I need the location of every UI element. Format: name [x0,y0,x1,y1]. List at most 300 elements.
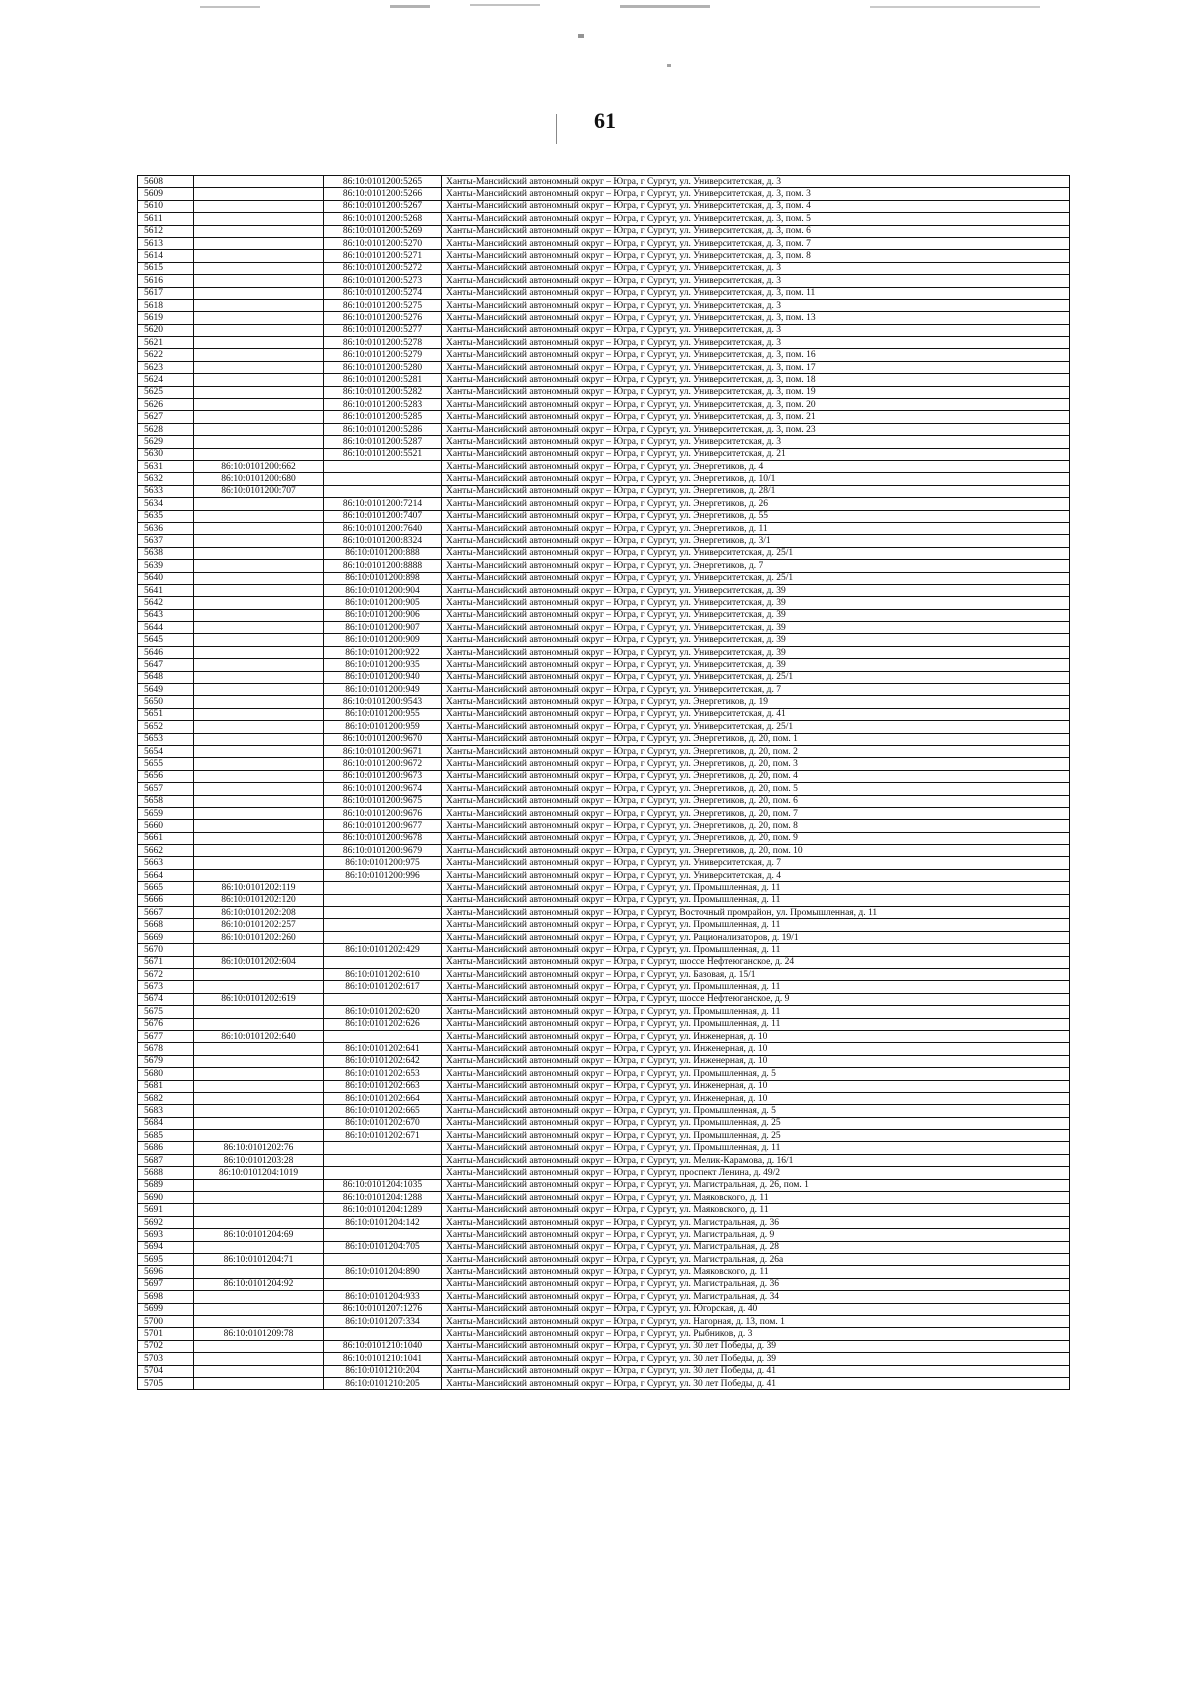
row-number: 5698 [138,1291,194,1303]
address: Ханты-Мансийский автономный округ – Югра, г Сургут, ул. Промышленная, д. 11 [442,981,1070,993]
land-cadastral-number: 86:10:0101202:604 [194,956,324,968]
table-row [138,1377,1070,1389]
building-cadastral-number [324,1167,442,1179]
building-cadastral-number: 86:10:0101202:671 [324,1130,442,1142]
land-cadastral-number [194,1266,324,1278]
land-cadastral-number [194,572,324,584]
building-cadastral-number: 86:10:0101200:5280 [324,361,442,373]
row-number: 5697 [138,1278,194,1290]
land-cadastral-number [194,299,324,311]
table-row [138,411,1070,423]
land-cadastral-number [194,1365,324,1377]
address: Ханты-Мансийский автономный округ – Югра, г Сургут, ул. Промышленная, д. 11 [442,1006,1070,1018]
address: Ханты-Мансийский автономный округ – Югра, г Сургут, ул. Энергетиков, д. 20, пом. 10 [442,845,1070,857]
table-row [138,299,1070,311]
address: Ханты-Мансийский автономный округ – Югра, г Сургут, ул. Университетская, д. 3, пом. 13 [442,312,1070,324]
table-row [138,1117,1070,1129]
address: Ханты-Мансийский автономный округ – Югра, г Сургут, ул. Энергетиков, д. 20, пом. 5 [442,783,1070,795]
row-number: 5644 [138,622,194,634]
land-cadastral-number: 86:10:0101204:1019 [194,1167,324,1179]
address: Ханты-Мансийский автономный округ – Югра, г Сургут, ул. Магистральная, д. 36 [442,1216,1070,1228]
land-cadastral-number [194,1291,324,1303]
table-row [138,250,1070,262]
address: Ханты-Мансийский автономный округ – Югра, г Сургут, ул. Университетская, д. 39 [442,634,1070,646]
land-cadastral-number [194,349,324,361]
row-number: 5693 [138,1229,194,1241]
address: Ханты-Мансийский автономный округ – Югра, г Сургут, ул. Югорская, д. 40 [442,1303,1070,1315]
table-row [138,981,1070,993]
table-row [138,820,1070,832]
land-cadastral-number [194,1068,324,1080]
address: Ханты-Мансийский автономный округ – Югра, г Сургут, ул. Инженерная, д. 10 [442,1080,1070,1092]
building-cadastral-number: 86:10:0101200:5283 [324,399,442,411]
row-number: 5652 [138,721,194,733]
land-cadastral-number [194,708,324,720]
row-number: 5680 [138,1068,194,1080]
address: Ханты-Мансийский автономный округ – Югра, г Сургут, ул. Энергетиков, д. 26 [442,498,1070,510]
row-number: 5649 [138,684,194,696]
table-row [138,1192,1070,1204]
row-number: 5686 [138,1142,194,1154]
table-row [138,869,1070,881]
table-row [138,845,1070,857]
scan-speck [870,6,1040,8]
land-cadastral-number [194,1241,324,1253]
row-number: 5695 [138,1253,194,1265]
table-row [138,1253,1070,1265]
address: Ханты-Мансийский автономный округ – Югра, г Сургут, ул. Энергетиков, д. 20, пом. 3 [442,758,1070,770]
land-cadastral-number: 86:10:0101204:92 [194,1278,324,1290]
address: Ханты-Мансийский автономный округ – Югра, г Сургут, ул. 30 лет Победы, д. 39 [442,1353,1070,1365]
land-cadastral-number [194,176,324,188]
land-cadastral-number [194,597,324,609]
building-cadastral-number [324,1328,442,1340]
table-row [138,671,1070,683]
building-cadastral-number: 86:10:0101200:7407 [324,510,442,522]
building-cadastral-number: 86:10:0101200:904 [324,584,442,596]
land-cadastral-number [194,510,324,522]
land-cadastral-number [194,324,324,336]
building-cadastral-number: 86:10:0101200:5276 [324,312,442,324]
land-cadastral-number [194,1179,324,1191]
row-number: 5689 [138,1179,194,1191]
address: Ханты-Мансийский автономный округ – Югра, г Сургут, ул. Университетская, д. 3, пом. 4 [442,200,1070,212]
building-cadastral-number: 86:10:0101204:705 [324,1241,442,1253]
address: Ханты-Мансийский автономный округ – Югра, г Сургут, ул. Университетская, д. 25/1 [442,572,1070,584]
land-cadastral-number [194,1377,324,1389]
address: Ханты-Мансийский автономный округ – Югра, г Сургут, ул. Маяковского, д. 11 [442,1204,1070,1216]
table-row [138,1278,1070,1290]
address: Ханты-Мансийский автономный округ – Югра, г Сургут, ул. Промышленная, д. 25 [442,1130,1070,1142]
table-body [138,176,1070,1390]
building-cadastral-number: 86:10:0101200:9670 [324,733,442,745]
table-row [138,1328,1070,1340]
address: Ханты-Мансийский автономный округ – Югра, г Сургут, ул. Энергетиков, д. 20, пом. 6 [442,795,1070,807]
building-cadastral-number [324,882,442,894]
row-number: 5692 [138,1216,194,1228]
building-cadastral-number: 86:10:0101202:617 [324,981,442,993]
table-row [138,1216,1070,1228]
building-cadastral-number [324,1142,442,1154]
building-cadastral-number: 86:10:0101207:334 [324,1315,442,1327]
address: Ханты-Мансийский автономный округ – Югра, г Сургут, ул. Университетская, д. 3 [442,299,1070,311]
building-cadastral-number: 86:10:0101202:664 [324,1092,442,1104]
row-number: 5661 [138,832,194,844]
table-row [138,696,1070,708]
address: Ханты-Мансийский автономный округ – Югра, г Сургут, ул. Промышленная, д. 25 [442,1117,1070,1129]
address: Ханты-Мансийский автономный округ – Югра, г Сургут, ул. Университетская, д. 39 [442,609,1070,621]
land-cadastral-number [194,869,324,881]
table-row [138,213,1070,225]
row-number: 5654 [138,745,194,757]
row-number: 5645 [138,634,194,646]
land-cadastral-number [194,684,324,696]
table-row [138,1154,1070,1166]
land-cadastral-number [194,820,324,832]
table-row [138,374,1070,386]
building-cadastral-number: 86:10:0101200:9678 [324,832,442,844]
land-cadastral-number [194,535,324,547]
building-cadastral-number: 86:10:0101200:9672 [324,758,442,770]
row-number: 5681 [138,1080,194,1092]
table-row [138,1204,1070,1216]
table-row [138,1092,1070,1104]
land-cadastral-number [194,337,324,349]
land-cadastral-number [194,312,324,324]
land-cadastral-number [194,275,324,287]
address: Ханты-Мансийский автономный округ – Югра, г Сургут, ул. Энергетиков, д. 20, пом. 2 [442,745,1070,757]
table-row [138,758,1070,770]
address: Ханты-Мансийский автономный округ – Югра, г Сургут, ул. Университетская, д. 39 [442,597,1070,609]
address: Ханты-Мансийский автономный округ – Югра, г Сургут, ул. Магистральная, д. 26, пом. 1 [442,1179,1070,1191]
building-cadastral-number: 86:10:0101204:1035 [324,1179,442,1191]
row-number: 5685 [138,1130,194,1142]
building-cadastral-number: 86:10:0101200:9674 [324,783,442,795]
land-cadastral-number [194,560,324,572]
building-cadastral-number: 86:10:0101204:1288 [324,1192,442,1204]
building-cadastral-number: 86:10:0101200:9679 [324,845,442,857]
building-cadastral-number: 86:10:0101200:9671 [324,745,442,757]
table-row [138,200,1070,212]
table-row [138,622,1070,634]
table-row [138,1340,1070,1352]
table-row [138,733,1070,745]
table-row [138,498,1070,510]
table-row [138,324,1070,336]
building-cadastral-number: 86:10:0101200:5278 [324,337,442,349]
table-row [138,547,1070,559]
address: Ханты-Мансийский автономный округ – Югра, г Сургут, ул. Магистральная, д. 34 [442,1291,1070,1303]
building-cadastral-number [324,894,442,906]
building-cadastral-number: 86:10:0101200:959 [324,721,442,733]
address: Ханты-Мансийский автономный округ – Югра, г Сургут, ул. Университетская, д. 3, пом. 3 [442,188,1070,200]
table-row [138,386,1070,398]
row-number: 5673 [138,981,194,993]
land-cadastral-number [194,423,324,435]
row-number: 5646 [138,646,194,658]
address: Ханты-Мансийский автономный округ – Югра, г Сургут, ул. Маяковского, д. 11 [442,1192,1070,1204]
page-number: 61 [594,108,616,133]
table-row [138,721,1070,733]
building-cadastral-number: 86:10:0101210:205 [324,1377,442,1389]
land-cadastral-number [194,1353,324,1365]
address: Ханты-Мансийский автономный округ – Югра, г Сургут, ул. Университетская, д. 3, пом. 17 [442,361,1070,373]
land-cadastral-number: 86:10:0101203:28 [194,1154,324,1166]
building-cadastral-number [324,1030,442,1042]
land-cadastral-number [194,646,324,658]
row-number: 5631 [138,460,194,472]
address: Ханты-Мансийский автономный округ – Югра, г Сургут, ул. Промышленная, д. 11 [442,1142,1070,1154]
land-cadastral-number [194,845,324,857]
row-number: 5640 [138,572,194,584]
address: Ханты-Мансийский автономный округ – Югра, г Сургут, ул. Рыбников, д. 3 [442,1328,1070,1340]
row-number: 5704 [138,1365,194,1377]
table-row [138,1142,1070,1154]
land-cadastral-number [194,213,324,225]
building-cadastral-number: 86:10:0101200:5271 [324,250,442,262]
land-cadastral-number [194,1105,324,1117]
address: Ханты-Мансийский автономный округ – Югра, г Сургут, ул. Маяковского, д. 11 [442,1266,1070,1278]
land-cadastral-number [194,634,324,646]
building-cadastral-number: 86:10:0101210:204 [324,1365,442,1377]
row-number: 5664 [138,869,194,881]
row-number: 5625 [138,386,194,398]
land-cadastral-number [194,448,324,460]
row-number: 5703 [138,1353,194,1365]
table-row [138,473,1070,485]
building-cadastral-number [324,956,442,968]
building-cadastral-number [324,1154,442,1166]
table-row [138,1291,1070,1303]
address: Ханты-Мансийский автономный округ – Югра, г Сургут, ул. Инженерная, д. 10 [442,1030,1070,1042]
row-number: 5608 [138,176,194,188]
table-row [138,1353,1070,1365]
row-number: 5624 [138,374,194,386]
table-row [138,188,1070,200]
table-row [138,1303,1070,1315]
row-number: 5690 [138,1192,194,1204]
address: Ханты-Мансийский автономный округ – Югра, г Сургут, ул. Промышленная, д. 5 [442,1068,1070,1080]
row-number: 5635 [138,510,194,522]
address: Ханты-Мансийский автономный округ – Югра, г Сургут, ул. Энергетиков, д. 7 [442,560,1070,572]
address: Ханты-Мансийский автономный округ – Югра, г Сургут, ул. Промышленная, д. 11 [442,944,1070,956]
table-row [138,436,1070,448]
table-row [138,337,1070,349]
address: Ханты-Мансийский автономный округ – Югра, г Сургут, ул. Университетская, д. 3, пом. 6 [442,225,1070,237]
scan-speck [200,6,260,8]
table-row [138,609,1070,621]
table-row [138,535,1070,547]
land-cadastral-number [194,188,324,200]
table-row [138,745,1070,757]
address: Ханты-Мансийский автономный округ – Югра, г Сургут, ул. Университетская, д. 3, пом. 8 [442,250,1070,262]
row-number: 5636 [138,522,194,534]
land-cadastral-number [194,696,324,708]
building-cadastral-number: 86:10:0101200:8888 [324,560,442,572]
table-row [138,684,1070,696]
building-cadastral-number [324,993,442,1005]
building-cadastral-number: 86:10:0101200:898 [324,572,442,584]
row-number: 5632 [138,473,194,485]
address: Ханты-Мансийский автономный округ – Югра, г Сургут, ул. Университетская, д. 39 [442,584,1070,596]
row-number: 5638 [138,547,194,559]
row-number: 5682 [138,1092,194,1104]
land-cadastral-number [194,770,324,782]
row-number: 5657 [138,783,194,795]
address: Ханты-Мансийский автономный округ – Югра, г Сургут, ул. Университетская, д. 4 [442,869,1070,881]
land-cadastral-number: 86:10:0101202:120 [194,894,324,906]
address: Ханты-Мансийский автономный округ – Югра, г Сургут, ул. Магистральная, д. 36 [442,1278,1070,1290]
address: Ханты-Мансийский автономный округ – Югра, г Сургут, ул. Университетская, д. 3, пом. 19 [442,386,1070,398]
row-number: 5669 [138,931,194,943]
building-cadastral-number: 86:10:0101200:5285 [324,411,442,423]
table-row [138,1315,1070,1327]
row-number: 5677 [138,1030,194,1042]
row-number: 5671 [138,956,194,968]
address: Ханты-Мансийский автономный округ – Югра, г Сургут, ул. Университетская, д. 3, пом. 21 [442,411,1070,423]
building-cadastral-number: 86:10:0101200:5279 [324,349,442,361]
row-number: 5622 [138,349,194,361]
row-number: 5699 [138,1303,194,1315]
building-cadastral-number: 86:10:0101200:5275 [324,299,442,311]
address: Ханты-Мансийский автономный округ – Югра, г Сургут, ул. Инженерная, д. 10 [442,1092,1070,1104]
land-cadastral-number [194,1043,324,1055]
building-cadastral-number [324,931,442,943]
building-cadastral-number: 86:10:0101200:5265 [324,176,442,188]
table-row [138,312,1070,324]
table-row [138,522,1070,534]
building-cadastral-number: 86:10:0101200:5282 [324,386,442,398]
building-cadastral-number: 86:10:0101200:5268 [324,213,442,225]
address: Ханты-Мансийский автономный округ – Югра, г Сургут, ул. Энергетиков, д. 20, пом. 8 [442,820,1070,832]
building-cadastral-number: 86:10:0101200:9543 [324,696,442,708]
building-cadastral-number: 86:10:0101202:642 [324,1055,442,1067]
row-number: 5650 [138,696,194,708]
land-cadastral-number [194,745,324,757]
table-row [138,1030,1070,1042]
table-row [138,795,1070,807]
land-cadastral-number [194,1340,324,1352]
building-cadastral-number: 86:10:0101200:5270 [324,237,442,249]
row-number: 5687 [138,1154,194,1166]
table-row [138,1266,1070,1278]
building-cadastral-number: 86:10:0101202:620 [324,1006,442,1018]
row-number: 5705 [138,1377,194,1389]
table-row [138,659,1070,671]
row-number: 5628 [138,423,194,435]
address: Ханты-Мансийский автономный округ – Югра, г Сургут, ул. Промышленная, д. 11 [442,919,1070,931]
land-cadastral-number [194,1006,324,1018]
land-cadastral-number [194,1117,324,1129]
row-number: 5701 [138,1328,194,1340]
row-number: 5630 [138,448,194,460]
row-number: 5611 [138,213,194,225]
address: Ханты-Мансийский автономный округ – Югра, г Сургут, Восточный промрайон, ул. Промышленная, д. 11 [442,907,1070,919]
table-row [138,448,1070,460]
land-cadastral-number [194,758,324,770]
building-cadastral-number: 86:10:0101200:940 [324,671,442,683]
land-cadastral-number [194,609,324,621]
row-number: 5609 [138,188,194,200]
address: Ханты-Мансийский автономный округ – Югра, г Сургут, ул. Базовая, д. 15/1 [442,969,1070,981]
table-row [138,510,1070,522]
address: Ханты-Мансийский автономный округ – Югра, г Сургут, ул. Энергетиков, д. 20, пом. 7 [442,807,1070,819]
address: Ханты-Мансийский автономный округ – Югра, г Сургут, ул. Университетская, д. 3, пом. 7 [442,237,1070,249]
land-cadastral-number: 86:10:0101209:78 [194,1328,324,1340]
row-number: 5653 [138,733,194,745]
building-cadastral-number: 86:10:0101207:1276 [324,1303,442,1315]
building-cadastral-number [324,907,442,919]
land-cadastral-number [194,622,324,634]
land-cadastral-number [194,1303,324,1315]
row-number: 5615 [138,262,194,274]
address: Ханты-Мансийский автономный округ – Югра, г Сургут, проспект Ленина, д. 49/2 [442,1167,1070,1179]
table-row [138,993,1070,1005]
row-number: 5634 [138,498,194,510]
table-row [138,634,1070,646]
building-cadastral-number: 86:10:0101200:7214 [324,498,442,510]
row-number: 5629 [138,436,194,448]
table-row [138,1365,1070,1377]
table-row [138,944,1070,956]
row-number: 5651 [138,708,194,720]
address: Ханты-Мансийский автономный округ – Югра, г Сургут, ул. Университетская, д. 7 [442,857,1070,869]
table-row [138,361,1070,373]
row-number: 5626 [138,399,194,411]
address: Ханты-Мансийский автономный округ – Югра, г Сургут, ул. Промышленная, д. 11 [442,1018,1070,1030]
building-cadastral-number: 86:10:0101200:5266 [324,188,442,200]
row-number: 5659 [138,807,194,819]
table-row [138,1167,1070,1179]
row-number: 5656 [138,770,194,782]
address: Ханты-Мансийский автономный округ – Югра, г Сургут, ул. Университетская, д. 3, пом. 20 [442,399,1070,411]
address: Ханты-Мансийский автономный округ – Югра, г Сургут, ул. Инженерная, д. 10 [442,1055,1070,1067]
row-number: 5633 [138,485,194,497]
row-number: 5612 [138,225,194,237]
row-number: 5678 [138,1043,194,1055]
address: Ханты-Мансийский автономный округ – Югра, г Сургут, ул. Энергетиков, д. 10/1 [442,473,1070,485]
land-cadastral-number [194,262,324,274]
land-cadastral-number [194,981,324,993]
building-cadastral-number: 86:10:0101200:975 [324,857,442,869]
address: Ханты-Мансийский автономный округ – Югра, г Сургут, ул. Энергетиков, д. 19 [442,696,1070,708]
address: Ханты-Мансийский автономный округ – Югра, г Сургут, ул. Энергетиков, д. 55 [442,510,1070,522]
building-cadastral-number [324,485,442,497]
row-number: 5679 [138,1055,194,1067]
building-cadastral-number: 86:10:0101200:888 [324,547,442,559]
table-row [138,584,1070,596]
building-cadastral-number: 86:10:0101200:5267 [324,200,442,212]
table-row [138,882,1070,894]
address: Ханты-Мансийский автономный округ – Югра, г Сургут, ул. Университетская, д. 21 [442,448,1070,460]
table-row [138,857,1070,869]
building-cadastral-number: 86:10:0101210:1040 [324,1340,442,1352]
row-number: 5621 [138,337,194,349]
building-cadastral-number: 86:10:0101202:665 [324,1105,442,1117]
row-number: 5700 [138,1315,194,1327]
table-row [138,287,1070,299]
row-number: 5637 [138,535,194,547]
row-number: 5627 [138,411,194,423]
row-number: 5694 [138,1241,194,1253]
address: Ханты-Мансийский автономный округ – Югра, г Сургут, ул. Университетская, д. 25/1 [442,721,1070,733]
table-row [138,969,1070,981]
land-cadastral-number [194,1092,324,1104]
land-cadastral-number [194,584,324,596]
building-cadastral-number: 86:10:0101200:5286 [324,423,442,435]
land-cadastral-number [194,200,324,212]
land-cadastral-number [194,374,324,386]
